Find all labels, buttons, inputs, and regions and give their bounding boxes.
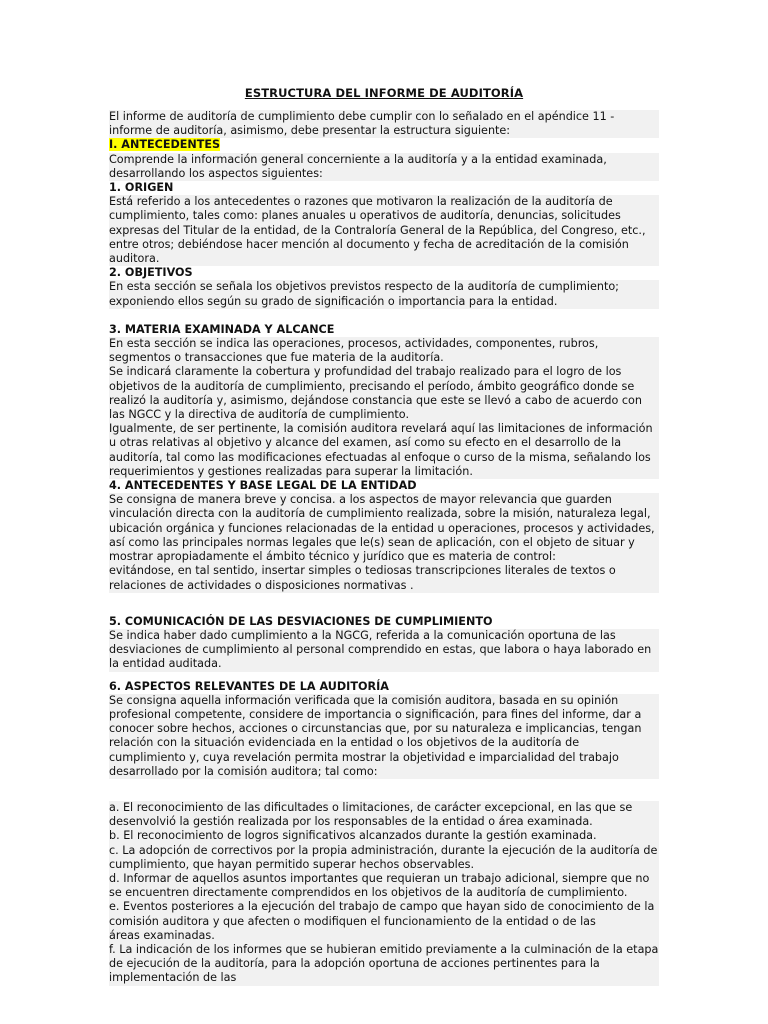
- antecedentes-text: Comprende la información general concerniente a la auditoría y a la entidad examinada, desarrollando los aspectos siguientes:: [109, 153, 659, 181]
- document-body: [109, 110, 659, 986]
- list-item-f: f. La indicación de los informes que se hubieran emitido previamente a la culminación de la etapa de ejecución de la auditoría, para la adopción oportuna de acciones pertinentes para la implementación de las: [109, 942, 659, 985]
- section-heading-antecedentes: [109, 138, 659, 152]
- materia-text-2: Se indicará claramente la cobertura y profundidad del trabajo realizado para el logro de los objetivos de la auditoría de cumplimiento, precisando el período, ámbito geográfico donde se realizó la auditoría y, asimismo, dejándose constancia que este se llevó a cabo de acuerdo con las NGCC y la directiva de auditoría de cumplimiento.: [109, 365, 659, 422]
- heading-materia-examinada: 3. MATERIA EXAMINADA Y ALCANCE: [109, 322, 335, 336]
- base-legal-text-2: evitándose, en tal sentido, insertar simples o tediosas transcripciones literales de textos o relaciones de actividades o disposiciones normativas .: [109, 564, 659, 592]
- list-item-e-continued: áreas examinadas.: [109, 929, 659, 943]
- base-legal-text-1: Se consigna de manera breve y concisa. a los aspectos de mayor relevancia que guarden vinculación directa con la auditoría de cumplimiento realizada, sobre la misión, naturaleza legal, ubicación orgánica y funciones relacionadas de la entidad u operaciones, procesos y actividades, así como las principales normas legales que le(s) sean de aplicación, con el objeto de situar y mostrar apropiadamente el ámbito técnico y jurídico que es materia de control:: [109, 493, 659, 564]
- list-item-a: a. El reconocimiento de las dificultades o limitaciones, de carácter excepcional, en las que se desenvolvió la gestión realizada por los responsables de la entidad o área examinada.: [109, 801, 659, 829]
- heading-objetivos: 2. OBJETIVOS: [109, 266, 193, 280]
- comunicacion-text: Se indica haber dado cumplimiento a la NGCG, referida a la comunicación oportuna de las desviaciones de cumplimiento al personal comprendido en estas, que labora o haya laborado en la entidad auditada.: [109, 629, 659, 672]
- materia-text-3: Igualmente, de ser pertinente, la comisión auditora revelará aquí las limitaciones de información u otras relativas al objetivo y alcance del examen, así como su efecto en el desarrollo de la auditoría, tal como las modificaciones efectuadas al enfoque o curso de la misma, señalando los requerimientos y gestiones realizadas para superar la limitación.: [109, 422, 659, 479]
- list-item-d: d. Informar de aquellos asuntos importantes que requieran un trabajo adicional, siempre que no se encuentren directamente comprendidos en los objetivos de la auditoría de cumplimiento.: [109, 872, 659, 900]
- highlighted-heading: I. ANTECEDENTES: [109, 138, 221, 152]
- list-item-e: e. Eventos posteriores a la ejecución del trabajo de campo que hayan sido de conocimiento de la comisión auditora y que afecten o modifiquen el funcionamiento de la entidad o de las: [109, 900, 659, 928]
- heading-base-legal: 4. ANTECEDENTES Y BASE LEGAL DE LA ENTIDAD: [109, 479, 417, 493]
- intro-paragraph: El informe de auditoría de cumplimiento debe cumplir con lo señalado en el apéndice 11 - informe de auditoría, asimismo, debe presentar la estructura siguiente:: [109, 110, 659, 138]
- document-title: ESTRUCTURA DEL INFORME DE AUDITORÍA: [244, 86, 524, 100]
- objetivos-text: En esta sección se señala los objetivos previstos respecto de la auditoría de cumplimiento; exponiendo ellos según su grado de significación o importancia para la entidad.: [109, 280, 659, 308]
- list-item-b: b. El reconocimiento de logros significativos alcanzados durante la gestión examinada.: [109, 829, 659, 843]
- origen-text: Está referido a los antecedentes o razones que motivaron la realización de la auditoría de cumplimiento, tales como: planes anuales u operativos de auditoría, denuncias, solicitudes expresas del Titular de la entidad, de la Contraloría General de la República, del Congreso, etc., entre otros; debiéndose hacer mención al documento y fecha de acreditación de la comisión auditora.: [109, 195, 659, 266]
- heading-origen: 1. ORIGEN: [109, 181, 174, 195]
- list-item-c: c. La adopción de correctivos por la propia administración, durante la ejecución de la auditoría de cumplimiento, que hayan permitido superar hechos observables.: [109, 843, 658, 871]
- aspectos-relevantes-text: Se consigna aquella información verificada que la comisión auditora, basada en su opinión profesional competente, considere de importancia o significación, para fines del informe, dar a conocer sobre hechos, acciones o circunstancias que, por su naturaleza e implicancias, tengan relación con la situación evidenciada en la entidad o los objetivos de la auditoría de cumplimiento y, cuya revelación permita mostrar la objetividad e imparcialidad del trabajo desarrollado por la comisión auditora; tal como:: [109, 694, 659, 779]
- materia-text-1: En esta sección se indica las operaciones, procesos, actividades, componentes, rubros, segmentos o transacciones que fue materia de la auditoría.: [109, 337, 659, 365]
- heading-aspectos-relevantes: 6. ASPECTOS RELEVANTES DE LA AUDITORÍA: [109, 679, 389, 693]
- heading-comunicacion: 5. COMUNICACIÓN DE LAS DESVIACIONES DE CUMPLIMIENTO: [109, 614, 493, 628]
